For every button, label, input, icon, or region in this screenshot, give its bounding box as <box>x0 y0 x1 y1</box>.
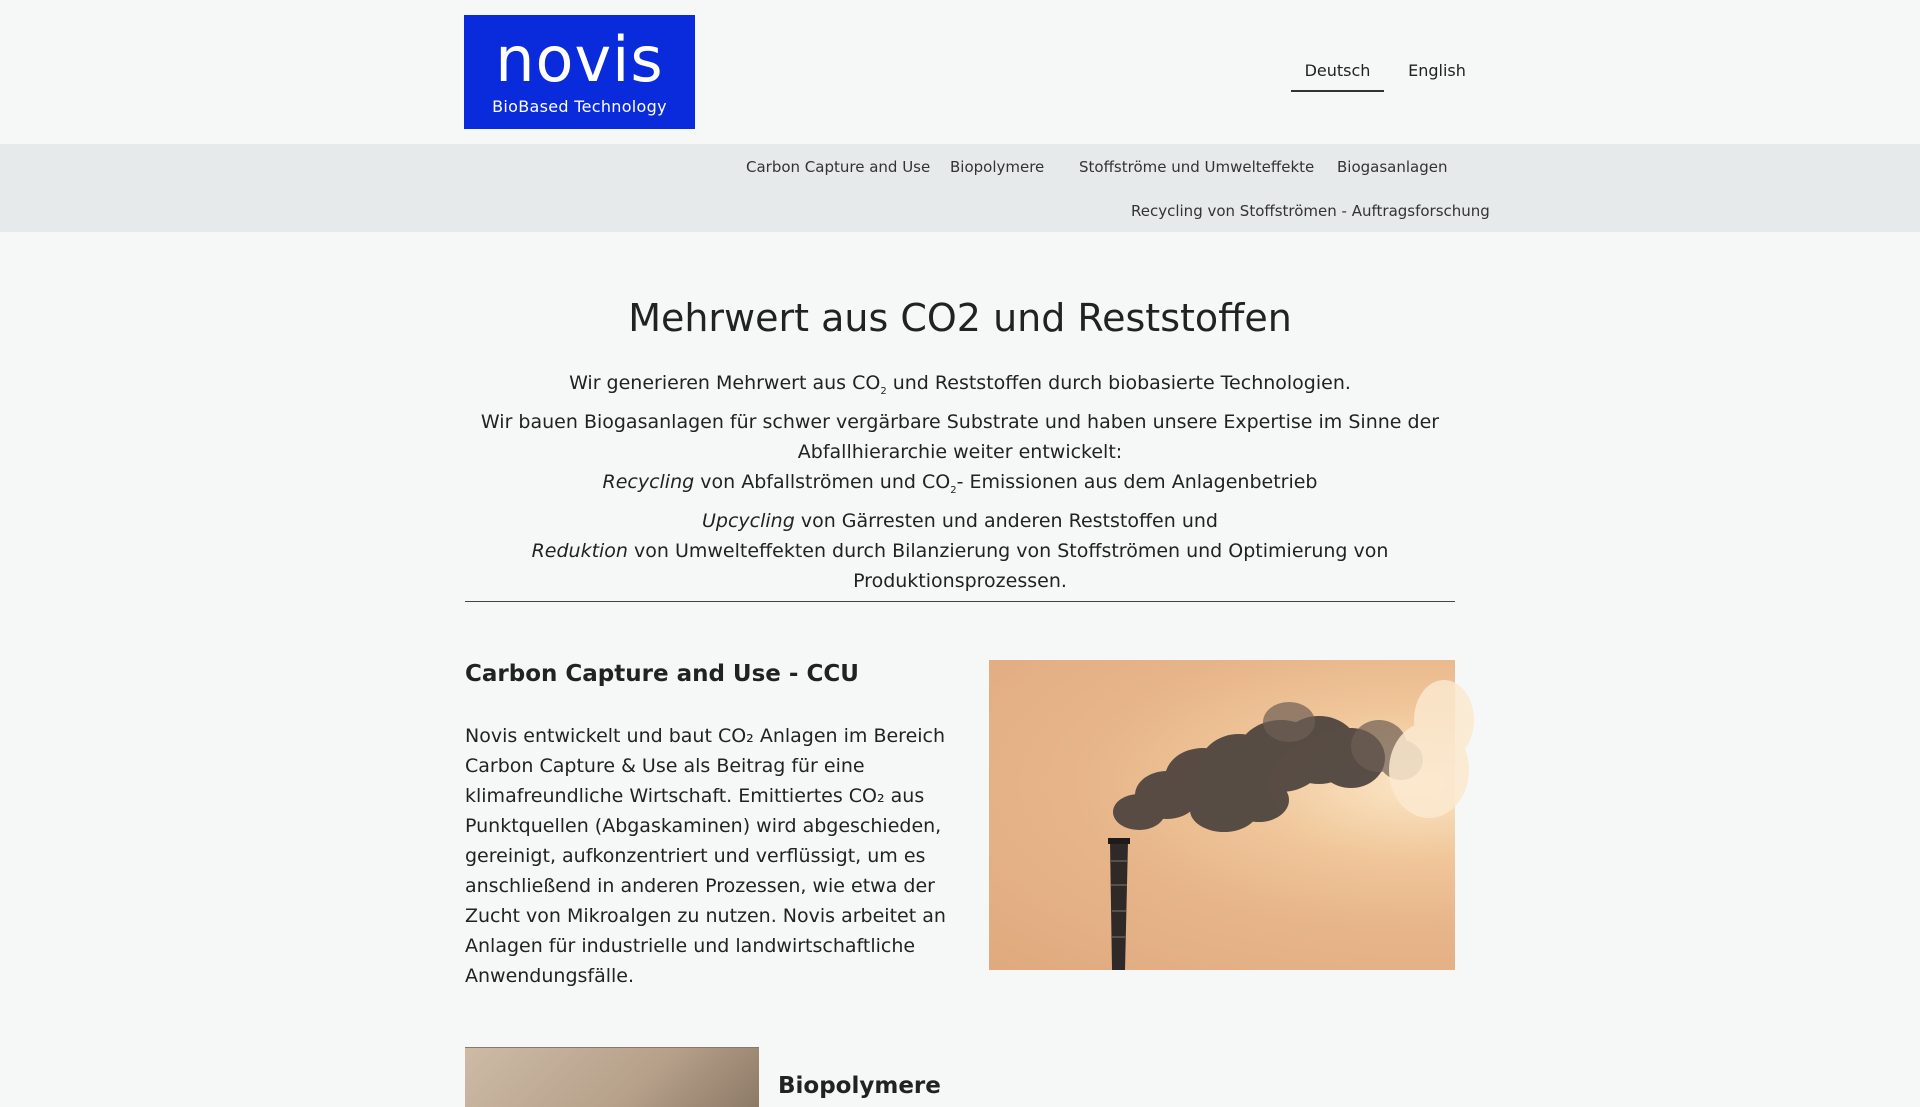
intro-line-3-subscript: 2 <box>950 484 957 496</box>
intro-line-3-text-end: - Emissionen aus dem Anlagenbetrieb <box>956 470 1318 493</box>
intro-line-3 <box>464 467 1456 506</box>
nav-item-carbon-capture[interactable]: Carbon Capture and Use <box>746 158 931 176</box>
intro-text <box>464 368 1456 596</box>
intro-line-1-text-end: und Reststoffen durch biobasierte Technologien. <box>886 372 1351 394</box>
intro-line-4 <box>464 506 1456 536</box>
intro-line-4-text: von Gärresten und anderen Reststoffen und <box>794 509 1218 532</box>
biopolymere-image <box>465 1047 759 1107</box>
ccu-section-text: Novis entwickelt und baut CO₂ Anlagen im Bereich Carbon Capture & Use als Beitrag für eine klimafreundliche Wirtschaft. Emittiertes CO₂ aus Punktquellen (Abgaskaminen) wird abgeschieden, gereinigt, aufkonzentriert und verflüssigt, um es anschließend in anderen Prozessen, wie etwa der Zucht von Mikroalgen zu nutzen. Novis arbeitet an Anlagen für industrielle und landwirtschaftliche Anwendungsfälle. <box>465 725 946 987</box>
main-navigation <box>0 144 1920 232</box>
biopolymere-section-title: Biopolymere <box>778 1073 941 1099</box>
intro-reduktion-emphasis: Reduktion <box>531 539 628 562</box>
logo-tagline: BioBased Technology <box>492 97 667 116</box>
intro-line-1 <box>464 368 1456 407</box>
smoke-plume <box>1113 716 1385 832</box>
intro-line-2: Wir bauen Biogasanlagen für schwer vergärbare Substrate und haben unsere Expertise im Sinne der Abfallhierarchie weiter entwickelt: <box>480 410 1440 463</box>
language-english[interactable]: English <box>1408 61 1466 80</box>
intro-recycling-emphasis: Recycling <box>602 470 695 493</box>
page-title: Mehrwert aus CO2 und Reststoffen <box>628 296 1292 340</box>
nav-item-biopolymere[interactable]: Biopolymere <box>950 158 1045 176</box>
smokestack-illustration <box>989 660 1455 970</box>
intro-line-5-text: von Umwelteffekten durch Bilanzierung von Stoffströmen und Optimierung von Produktionsprozessen. <box>627 539 1389 592</box>
intro-line-1-subscript: 2 <box>880 385 887 397</box>
intro-line-3-text: von Abfallströmen und CO <box>694 470 951 493</box>
intro-line-5 <box>464 536 1456 596</box>
section-divider <box>465 601 1455 602</box>
nav-item-biogasanlagen[interactable]: Biogasanlagen <box>1337 158 1448 176</box>
logo-brand: novis <box>495 23 664 96</box>
ccu-section-title: Carbon Capture and Use - CCU <box>465 661 859 687</box>
nav-item-recycling[interactable]: Recycling von Stoffströmen - Auftragsforschung <box>1131 202 1490 220</box>
nav-item-stoffstroeme[interactable]: Stoffströme und Umwelteffekte <box>1079 158 1315 176</box>
chimney <box>1108 838 1130 970</box>
language-deutsch[interactable]: Deutsch <box>1291 52 1384 92</box>
intro-line-1-text: Wir generieren Mehrwert aus CO <box>569 372 881 394</box>
novis-logo[interactable] <box>464 15 695 129</box>
intro-upcycling-emphasis: Upcycling <box>702 509 795 532</box>
site-header <box>0 0 1920 144</box>
smokestack-image <box>989 660 1455 970</box>
